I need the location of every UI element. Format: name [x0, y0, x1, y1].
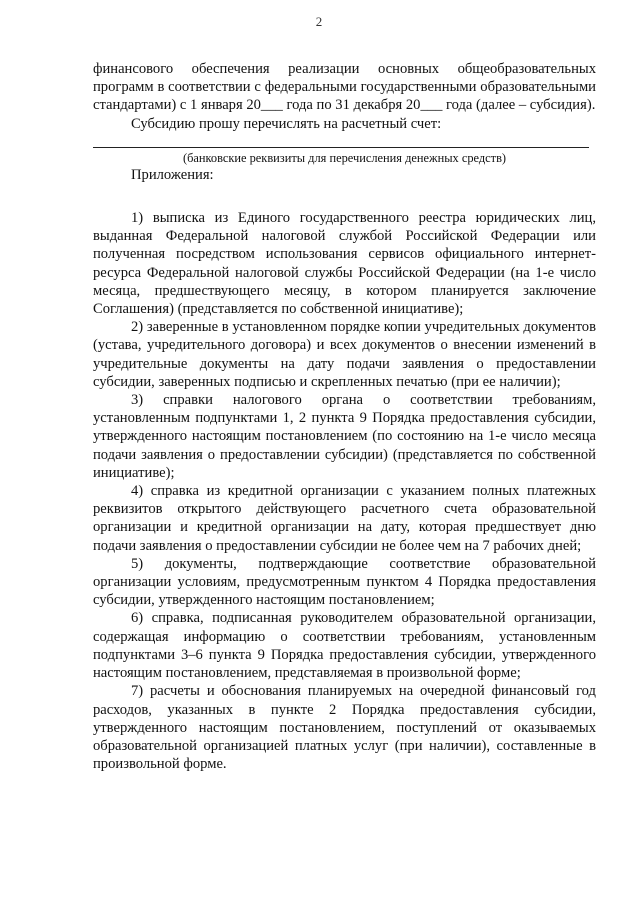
- appendix-item-4: 4) справка из кредитной организации с указанием полных платежных реквизитов открытого действующего расчетного счета образовательной организации и кредитной организации на дату, которая предшествует дню подачи заявления о предоставлении субсидии не более чем на 7 рабочих дней;: [93, 483, 596, 554]
- page-number: 2: [315, 14, 323, 29]
- intro-line: программ в соответствии с федеральными государственными: [93, 79, 477, 96]
- intro-line: 20___ года (далее – субсидия).: [405, 97, 596, 114]
- account-request: Субсидию прошу перечислять на расчетный счет:: [131, 115, 442, 132]
- appendix-title: Приложения:: [131, 166, 214, 183]
- document-body: [93, 60, 596, 773]
- bank-details-line: [93, 147, 589, 148]
- intro-paragraph: [93, 60, 596, 115]
- appendix-list: [93, 209, 596, 773]
- appendix-item-3: 3) справки налогового органа о соответствии требованиям, установленным подпунктами 1, 2 пункта 9 Порядка предоставления субсидии, утвержденного настоящим постановлением (по состоянию на 1-е число месяца подачи заявления о предоставлении субсидии) (представляется по собственной инициативе);: [93, 392, 596, 481]
- appendix-item-5: 5) документы, подтверждающие соответствие образовательной организации условиям, предусмотренным пунктом 4 Порядка предоставления субсидии, утвержденного настоящим постановлением;: [93, 555, 596, 609]
- appendix-item-1: 1) выписка из Единого государственного реестра юридических лиц, выданная Федеральной налоговой службой Российской Федерации или полученная посредством использования сервисов официального интернет-ресурса Федеральной налоговой службы Российской Федерации (на 1-е число месяца, предшествующего месяцу, в котором планируется заключение Соглашения) (представляется по собственной инициативе);: [93, 210, 596, 318]
- appendix-item-6: 6) справка, подписанная руководителем образовательной организации, содержащая информацию о соответствии требованиям, установленным подпунктами 3–6 пункта 9 Порядка предоставления субсидии, утвержденного настоящим постановлением, представляемая в произвольной форме;: [93, 610, 596, 682]
- intro-line: образовательными стандартами) с 1 января 20___ года по 31 декабря: [93, 79, 596, 114]
- intro-line: финансового обеспечения реализации основных общеобразовательных: [93, 61, 596, 77]
- appendix-item-2: 2) заверенные в установленном порядке копии учредительных документов (устава, учредительного договора) и всех документов о внесении изменений в учредительные документы на дату подачи заявления о предоставлении субсидии, заверенных подписью и скрепленных печатью (при ее наличии);: [93, 319, 596, 390]
- bank-details-caption: (банковские реквизиты для перечисления денежных средств): [182, 150, 507, 165]
- appendix-item-7: 7) расчеты и обоснования планируемых на очередной финансовый год расходов, указанных в пункте 2 Порядка предоставления субсидии, утвержденного настоящим постановлением, поступлений от оказываемых образовательной организацией платных услуг (при наличии), составленные в произвольной форме.: [93, 683, 596, 773]
